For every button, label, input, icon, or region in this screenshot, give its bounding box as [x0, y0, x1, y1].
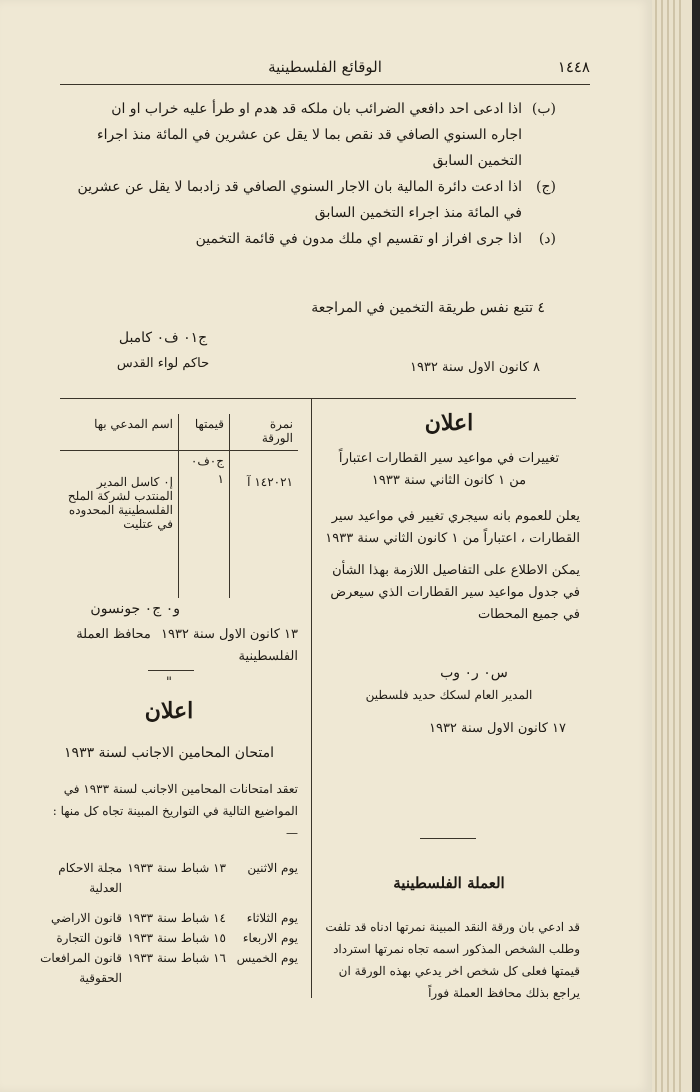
clause-b: [76, 96, 556, 174]
exam-subject: قانون المرافعات الحقوقية: [40, 951, 122, 985]
currency-body: قد ادعي بان ورقة النقد المبينة نمرتها ادناه قد تلفت وطلب الشخص المذكور اسمه تجاه نمرتها استرداد قيمتها فعلى كل شخص اخر يدعي بهذه الورقة ان يراجع بذلك محافظ العملة فوراً: [325, 920, 580, 1000]
page-edge: [661, 0, 663, 1092]
column-header-claimant: اسم المدعي بها: [60, 414, 179, 451]
clause-line: اجاره السنوي الصافي قد نقص بما لا يقل عن عشرين في المائة منذ اجراء: [97, 127, 522, 143]
exam-day: يوم الاربعاء: [242, 931, 298, 945]
exam-row: [40, 928, 298, 948]
ditto-mark: ": [166, 675, 172, 690]
decree-date: ٨ كانون الاول سنة ١٩٣٢: [409, 360, 540, 375]
signature-name: ج٠١ ف٠ كامبل: [118, 330, 208, 346]
clause-marker: (ب): [531, 101, 556, 117]
railway-date: ١٧ كانون الاول سنة ١٩٣٢: [428, 721, 566, 736]
page-edge: [667, 0, 669, 1092]
notice-heading: اعلان: [424, 410, 474, 436]
page-edge: [655, 0, 657, 1092]
header-rule: [60, 84, 590, 85]
currency-governor-name: و٠ ج٠ جونسون: [90, 601, 180, 617]
clause-marker: (ج): [536, 179, 556, 195]
short-rule: [420, 838, 476, 839]
gazette-title: الوقائع الفلسطينية: [268, 58, 382, 76]
railway-para-1: يعلن للعموم بانه سيجري تغيير في مواعيد سير القطارات ، اعتباراً من ١ كانون الثاني سنة ١٩٣٣: [325, 509, 580, 546]
banknote-table: [60, 414, 298, 598]
cell-value: [179, 451, 230, 599]
banknote-date: ١٣ كانون الاول سنة ١٩٣٢: [160, 627, 298, 642]
exam-notice: [40, 700, 298, 988]
exam-intro: تعقد امتحانات المحامين الاجانب لسنة ١٩٣٣ في المواضيع التالية في التواريخ المبينة تجاه كل منها : —: [52, 782, 298, 840]
clause-line: في المائة منذ اجراء التخمين السابق: [314, 205, 522, 221]
railway-signature-title: المدير العام لسكك حديد فلسطين: [365, 688, 533, 702]
cell-number: ١٤٢٠٢١ آ: [230, 451, 299, 599]
exam-row: [40, 948, 298, 988]
exam-day: يوم الخميس: [236, 951, 298, 965]
currency-notice: [318, 872, 580, 1004]
short-rule: [148, 670, 194, 671]
binding-spine: [692, 0, 700, 1092]
clause-marker: (د): [538, 231, 556, 247]
value-amount: ١: [217, 472, 224, 486]
cell-claimant: إ٠ كاسل المدير المنتدب لشركة الملح الفلسطينية المحدوده في عتليت: [67, 475, 173, 531]
clause-line: اذا جرى افراز او تقسيم اي ملك مدون في قائمة التخمين: [195, 231, 522, 247]
exam-date: ١٦ شباط سنة ١٩٣٣: [127, 951, 226, 965]
exam-schedule: [40, 858, 298, 988]
currency-governor-line: [40, 624, 298, 668]
exam-date: ١٥ شباط سنة ١٩٣٣: [127, 931, 226, 945]
exam-day: يوم الاثنين: [247, 861, 298, 875]
railway-signature-name: س٠ ر٠ وب: [440, 665, 508, 681]
banknote-table-wrap: [60, 414, 298, 598]
article-4: ٤ تتبع نفس طريقة التخمين في المراجعة: [311, 300, 545, 316]
clause-d: [76, 226, 556, 252]
exam-day: يوم الثلاثاء: [246, 911, 298, 925]
column-header-number: نمرة الورقة: [230, 414, 299, 451]
railway-para-2: يمكن الاطلاع على التفاصيل اللازمة بهذا الشأن في جدول مواعيد سير القطارات الذي سيعرض في جميع المحطات: [330, 563, 580, 622]
banknote-signature: [40, 598, 298, 694]
column-divider: [311, 398, 312, 998]
clauses-block: [76, 96, 556, 252]
exam-row: [40, 858, 298, 898]
page-number: ١٤٤٨: [557, 58, 590, 76]
exam-subtitle: امتحان المحامين الاجانب لسنة ١٩٣٣: [64, 745, 274, 761]
exam-heading: اعلان: [144, 698, 194, 724]
currency-governor-title: محافظ العملة الفلسطينية: [76, 627, 298, 664]
clause-j: [76, 174, 556, 226]
exam-subject: قانون الاراضي: [50, 911, 122, 925]
page-edge: [673, 0, 675, 1092]
clause-line: التخمين السابق: [432, 153, 522, 169]
signature-title: حاكم لواء القدس: [116, 356, 210, 371]
exam-date: ١٤ شباط سنة ١٩٣٣: [127, 911, 226, 925]
clause-line: اذا ادعى احد دافعي الضرائب بان ملكه قد هدم او طرأ عليه خراب او ان: [111, 101, 522, 117]
currency-heading: العملة الفلسطينية: [393, 874, 505, 892]
column-header-value: قيمتها: [179, 414, 230, 451]
exam-row: [40, 908, 298, 928]
clause-line: اذا ادعت دائرة المالية بان الاجار السنوي الصافي قد زادبما لا يقل عن عشرين: [77, 179, 522, 195]
exam-date: ١٣ شباط سنة ١٩٣٣: [127, 861, 226, 875]
page-header: [60, 58, 590, 80]
page-edge: [679, 0, 681, 1092]
table-row: [60, 451, 298, 599]
railway-subtitle: تغييرات في مواعيد سير القطارات اعتباراً من ١ كانون الثاني سنة ١٩٣٣: [338, 451, 560, 488]
exam-subject: قانون التجارة: [56, 931, 122, 945]
railway-notice: [318, 412, 580, 740]
exam-subject: مجلة الاحكام العدلية: [58, 861, 122, 895]
section-rule: [60, 398, 576, 399]
currency-unit: ج٠ف٠: [190, 454, 224, 468]
